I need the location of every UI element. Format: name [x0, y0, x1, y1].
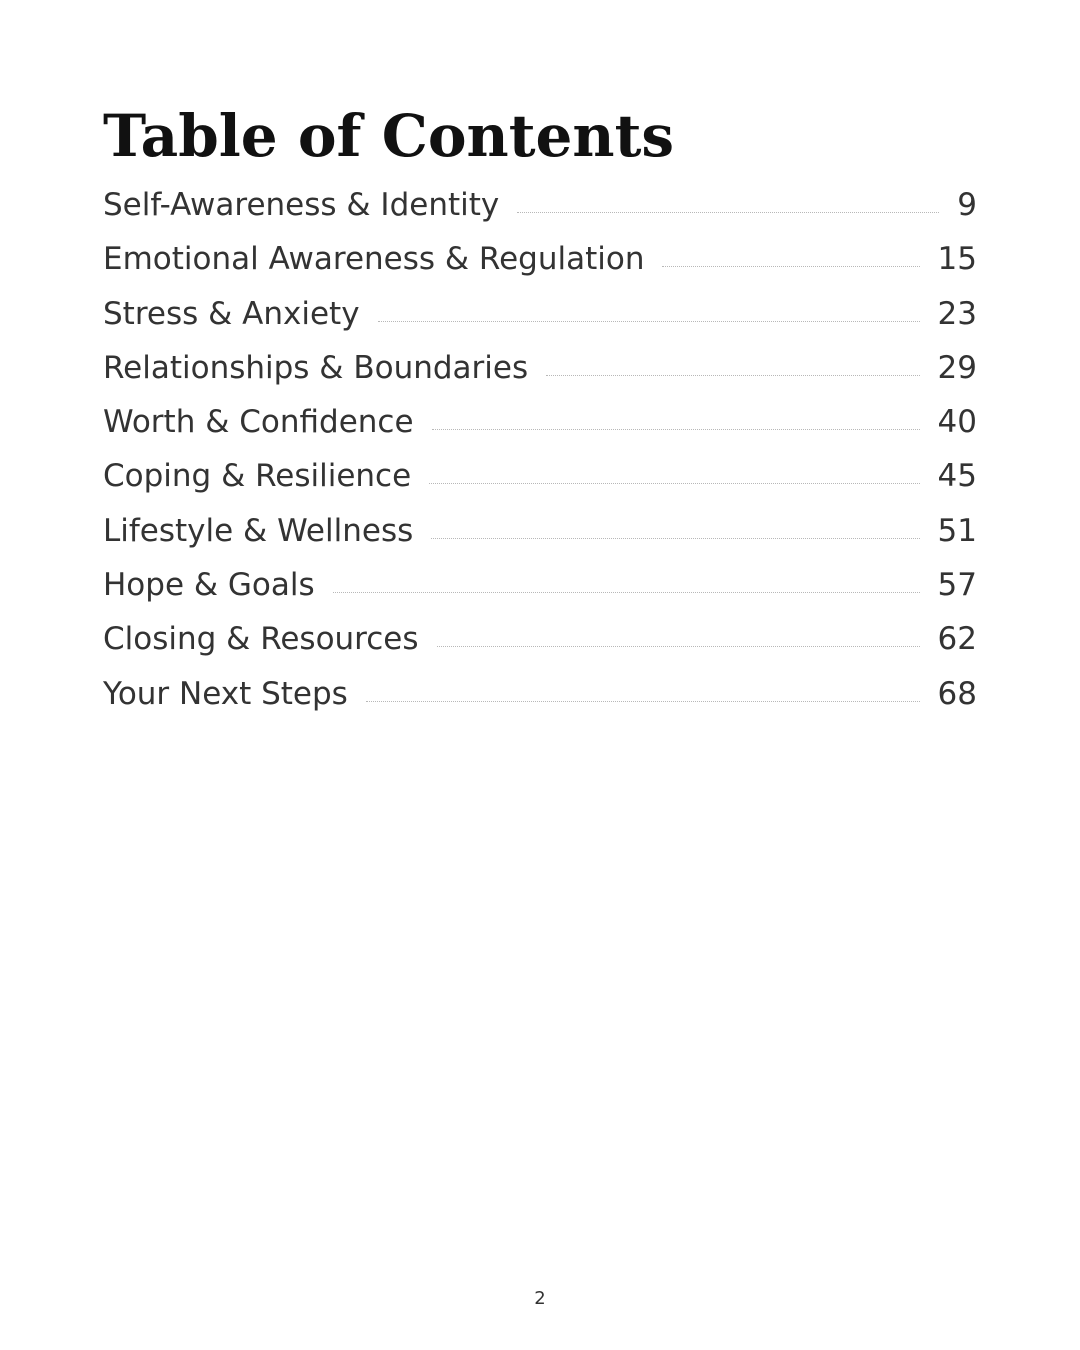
toc-entry[interactable] [103, 350, 977, 404]
toc-entry-page: 45 [937, 458, 977, 495]
toc-entry-page: 40 [937, 404, 977, 441]
toc-entry-label: Coping & Resilience [103, 458, 412, 495]
dot-leader [366, 701, 920, 702]
toc-entry-page: 68 [937, 675, 977, 712]
toc-entry[interactable] [103, 567, 977, 621]
toc-entry-label: Stress & Anxiety [103, 295, 360, 332]
toc-entry-label: Closing & Resources [103, 621, 419, 658]
toc-entry[interactable] [103, 187, 977, 241]
dot-leader [546, 375, 919, 376]
toc-entry-label: Worth & Confidence [103, 404, 414, 441]
dot-leader [432, 429, 920, 430]
dot-leader [662, 266, 919, 267]
toc-entry[interactable] [103, 513, 977, 567]
table-of-contents [103, 187, 977, 730]
dot-leader [429, 483, 919, 484]
toc-entry[interactable] [103, 621, 977, 675]
toc-entry-page: 29 [937, 349, 977, 386]
toc-entry-label: Emotional Awareness & Regulation [103, 241, 645, 278]
toc-entry-label: Self-Awareness & Identity [103, 187, 500, 223]
toc-entry[interactable] [103, 241, 977, 295]
toc-entry[interactable] [103, 458, 977, 512]
toc-entry-page: 57 [937, 567, 977, 604]
toc-entry-label: Your Next Steps [103, 675, 348, 712]
toc-entry-page: 51 [937, 512, 977, 549]
toc-entry[interactable] [103, 404, 977, 458]
dot-leader [431, 538, 919, 539]
page-title: Table of Contents [103, 102, 675, 170]
toc-entry-page: 23 [937, 295, 977, 332]
toc-entry[interactable] [103, 296, 977, 350]
dot-leader [517, 212, 939, 213]
toc-entry-label: Relationships & Boundaries [103, 349, 529, 386]
dot-leader [378, 321, 920, 322]
toc-entry-page: 15 [937, 241, 977, 278]
dot-leader [333, 592, 920, 593]
dot-leader [437, 646, 920, 647]
toc-entry-page: 9 [957, 187, 977, 223]
page-number: 2 [534, 1288, 546, 1309]
toc-entry-label: Lifestyle & Wellness [103, 512, 414, 549]
toc-entry-page: 62 [937, 621, 977, 658]
toc-entry-label: Hope & Goals [103, 567, 315, 604]
toc-entry[interactable] [103, 676, 977, 730]
